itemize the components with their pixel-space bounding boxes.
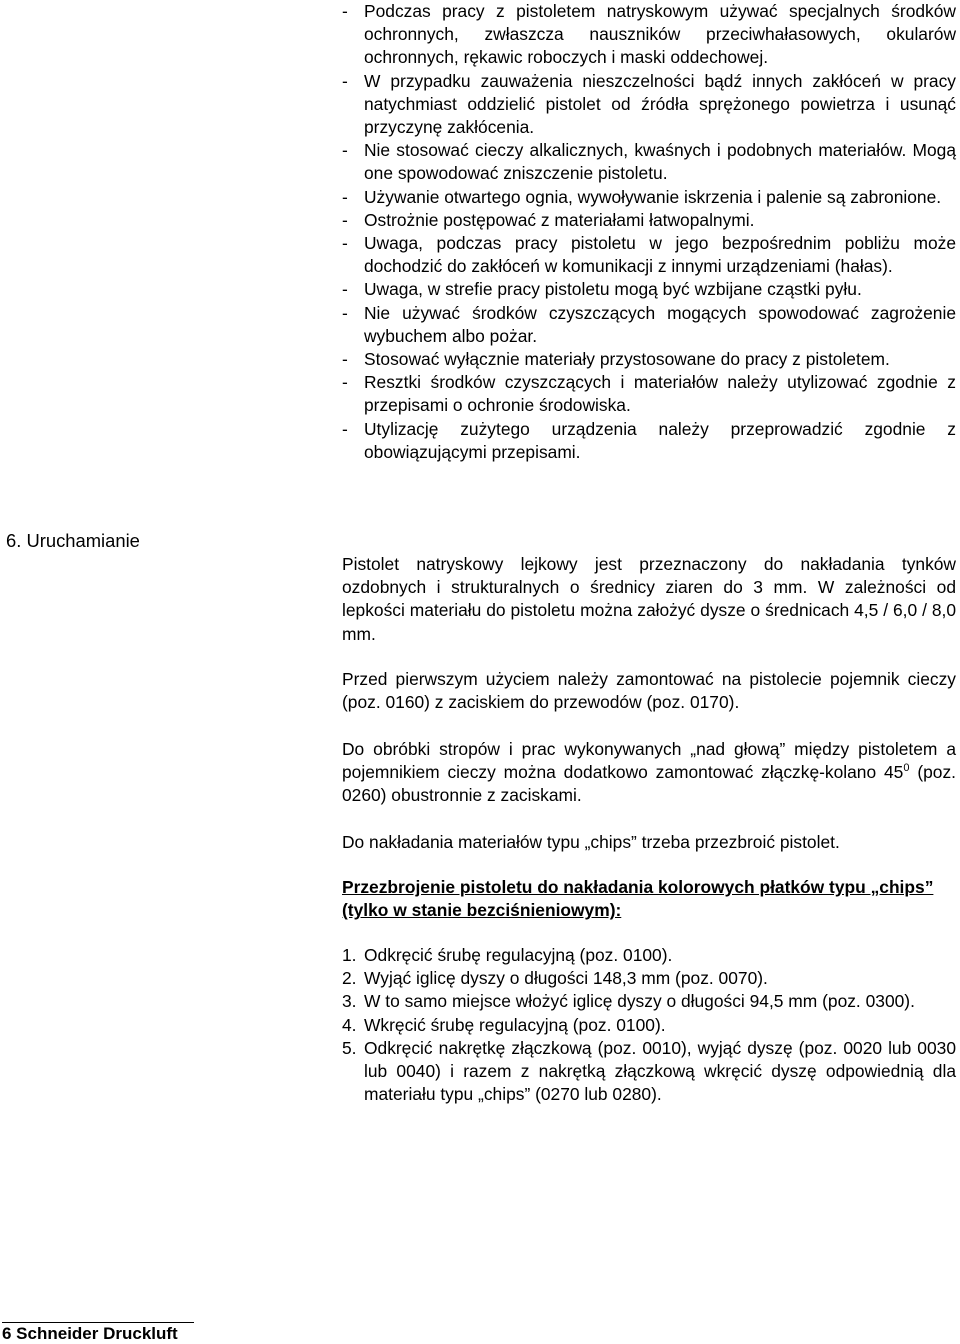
step-text: Wyjąć iglicę dyszy o długości 148,3 mm (poz. 0070). bbox=[364, 968, 768, 989]
conversion-heading: Przezbrojenie pistoletu do nakładania kolorowych płatków typu „chips” (tylko w stanie bezciśnieniowym): bbox=[342, 877, 934, 921]
bullet-item bbox=[342, 371, 956, 417]
step-number: 2. bbox=[342, 968, 357, 989]
bullet-item bbox=[342, 70, 956, 140]
step-item bbox=[342, 967, 956, 990]
elbow-paragraph bbox=[342, 738, 956, 808]
degree-superscript: 0 bbox=[903, 762, 910, 775]
bullet-dash: - bbox=[342, 279, 348, 300]
bullet-item bbox=[342, 418, 956, 464]
bullet-text: Nie używać środków czyszczących mogących spowodować zagrożenie wybuchem albo pożar. bbox=[364, 302, 956, 346]
bullet-item bbox=[342, 186, 956, 209]
bullet-text: Używanie otwartego ognia, wywoływanie iskrzenia i palenie są zabronione. bbox=[364, 186, 942, 207]
bullet-item bbox=[342, 0, 956, 70]
conversion-steps-list bbox=[342, 944, 956, 1106]
elbow-text-end: (poz. 0260) obustronnie z zaciskami. bbox=[342, 762, 956, 806]
step-text: Odkręcić nakrętkę złączkową (poz. 0010), wyjąć dyszę (poz. 0020 lub 0030 lub 0040) i razem z nakrętką złączkową wkręcić dyszę odpowiednią dla materiału typu „chips” (0270 lub 0280). bbox=[364, 1037, 956, 1105]
bullet-dash: - bbox=[342, 1, 348, 21]
bullet-dash: - bbox=[342, 140, 348, 161]
bullet-dash: - bbox=[342, 70, 348, 91]
footer-divider bbox=[2, 1322, 194, 1323]
bullet-dash: - bbox=[342, 233, 348, 254]
section-title: 6. Uruchamianie bbox=[6, 530, 140, 551]
bullet-text: Uwaga, podczas pracy pistoletu w jego bezpośrednim pobliżu może dochodzić do zakłóceń w komunikacji z innymi urządzeniami (hałas). bbox=[364, 233, 956, 277]
step-number: 1. bbox=[342, 945, 357, 965]
container-paragraph: Przed pierwszym użyciem należy zamontować na pistolecie pojemnik cieczy (poz. 0160) z zaciskiem do przewodów (poz. 0170). bbox=[342, 669, 956, 713]
bullet-text: Ostrożnie postępować z materiałami łatwopalnymi. bbox=[364, 209, 755, 230]
bullet-text: Stosować wyłącznie materiały przystosowane do pracy z pistoletem. bbox=[364, 349, 890, 370]
step-number: 3. bbox=[342, 991, 357, 1012]
bullet-dash: - bbox=[342, 349, 348, 370]
bullet-text: W przypadku zauważenia nieszczelności bądź innych zakłóceń w pracy natychmiast oddzielić pistolet od źródła sprężonego powietrza i usunąć przyczynę zakłócenia. bbox=[364, 70, 956, 138]
intro-paragraph: Pistolet natryskowy lejkowy jest przeznaczony do nakładania tynków ozdobnych i strukturalnych o średnicy ziaren do 3 mm. W zależności od lepkości materiału do pistoletu można założyć dysze o średnicach 4,5 / 6,0 / 8,0 mm. bbox=[342, 554, 956, 644]
page-footer: 6 Schneider Druckluft bbox=[2, 1324, 178, 1343]
step-number: 4. bbox=[342, 1014, 357, 1035]
step-item bbox=[342, 944, 956, 967]
step-number: 5. bbox=[342, 1037, 357, 1058]
bullet-dash: - bbox=[342, 302, 348, 323]
bullet-item bbox=[342, 139, 956, 185]
bullet-item bbox=[342, 348, 956, 371]
step-text: Odkręcić śrubę regulacyjną (poz. 0100). bbox=[364, 945, 673, 965]
bullet-text: Utylizację zużytego urządzenia należy przeprowadzić zgodnie z obowiązującymi przepisami. bbox=[364, 418, 956, 462]
bullet-text: Podczas pracy z pistoletem natryskowym używać specjalnych środków ochronnych, zwłaszcza nauszników przeciwhałasowych, okularów ochronnych, rękawic roboczych i maski oddechowej. bbox=[364, 1, 956, 68]
bullet-item bbox=[342, 278, 956, 301]
bullet-dash: - bbox=[342, 209, 348, 230]
bullet-text: Uwaga, w strefie pracy pistoletu mogą być wzbijane cząstki pyłu. bbox=[364, 279, 862, 300]
step-item bbox=[342, 1014, 956, 1037]
bullet-item bbox=[342, 302, 956, 348]
step-item bbox=[342, 1037, 956, 1107]
bullet-dash: - bbox=[342, 372, 348, 393]
bullet-item bbox=[342, 232, 956, 278]
step-text: Wkręcić śrubę regulacyjną (poz. 0100). bbox=[364, 1014, 666, 1035]
elbow-text-start: Do obróbki stropów i prac wykonywanych „nad głową” między pistoletem a pojemnikiem cieczy można dodatkowo zamontować złączkę-kolano 45 bbox=[342, 739, 956, 783]
bullet-text: Resztki środków czyszczących i materiałów należy utylizować zgodnie z przepisami o ochronie środowiska. bbox=[364, 372, 956, 416]
bullet-text: Nie stosować cieczy alkalicznych, kwaśnych i podobnych materiałów. Mogą one spowodować zniszczenie pistoletu. bbox=[364, 140, 956, 184]
step-item bbox=[342, 990, 956, 1013]
chips-paragraph: Do nakładania materiałów typu „chips” trzeba przezbroić pistolet. bbox=[342, 832, 840, 852]
step-text: W to samo miejsce włożyć iglicę dyszy o długości 94,5 mm (poz. 0300). bbox=[364, 991, 915, 1012]
safety-bullet-list bbox=[342, 0, 956, 464]
bullet-dash: - bbox=[342, 418, 348, 439]
bullet-item bbox=[342, 209, 956, 232]
bullet-dash: - bbox=[342, 186, 348, 207]
